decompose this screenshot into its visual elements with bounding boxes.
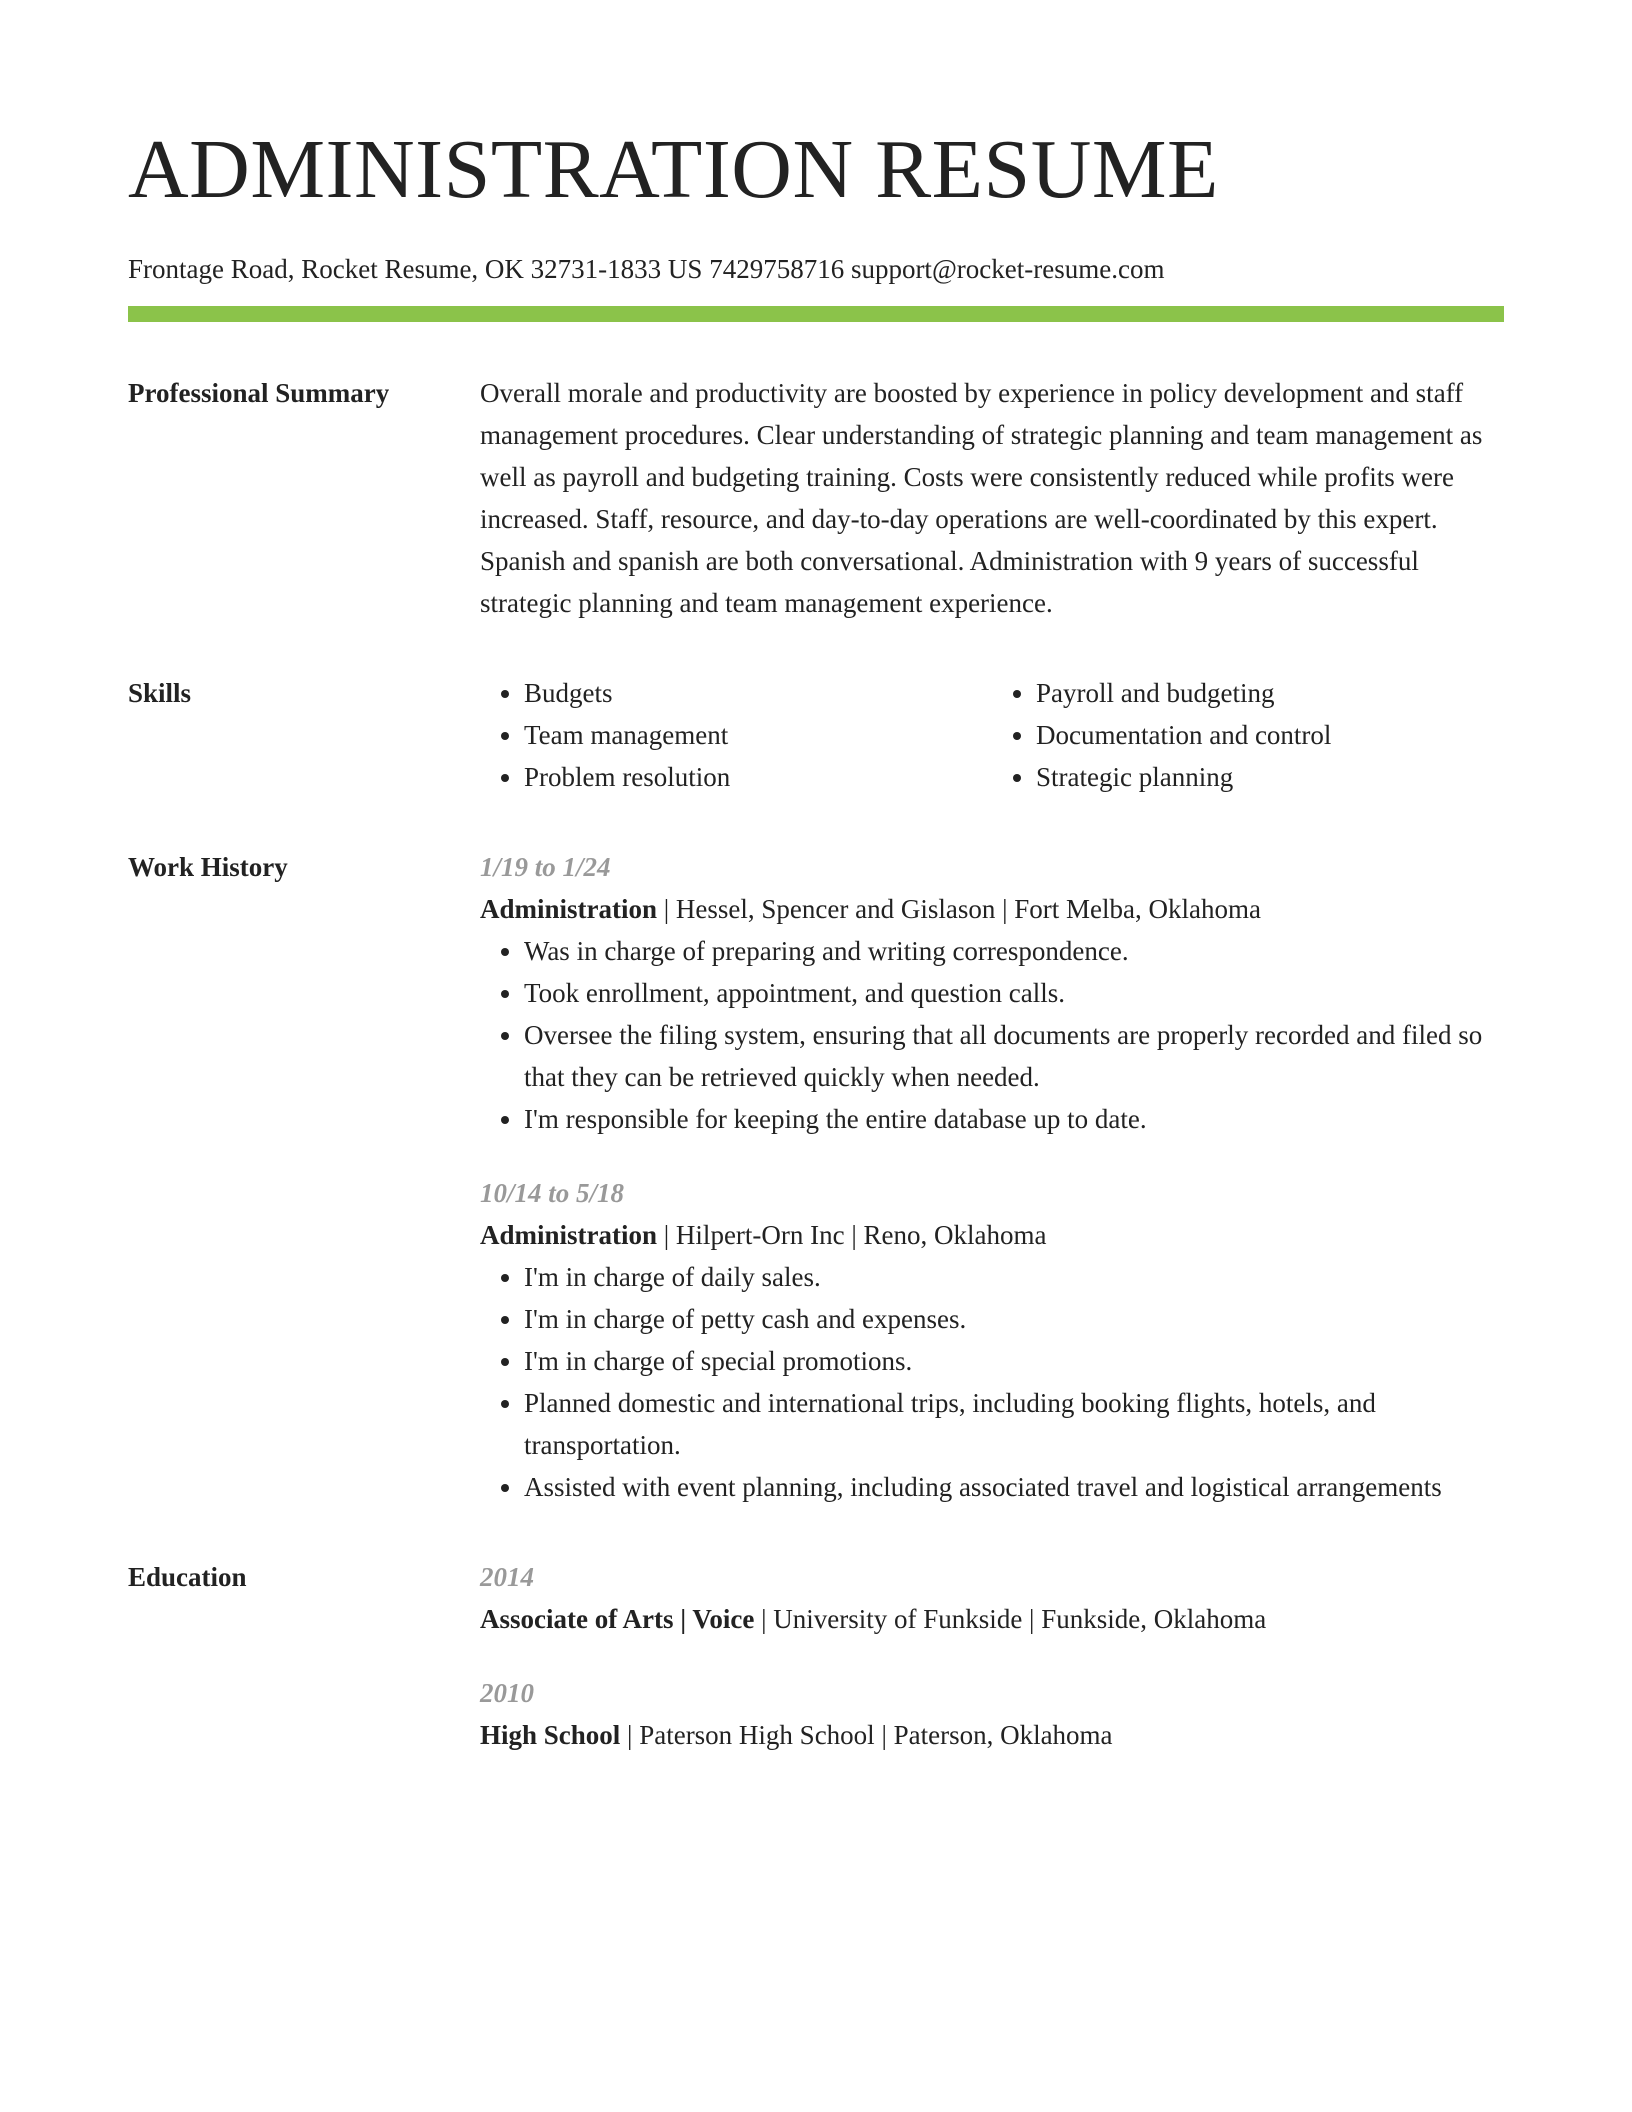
skill-item: • Documentation and control [1036,714,1504,756]
contact-phone: 7429758716 [709,254,845,284]
education-degree: Associate of Arts | Voice [480,1604,755,1634]
job-date: 10/14 to 5/18 [480,1178,625,1208]
skill-item: • Payroll and budgeting [1036,672,1504,714]
education-degree: High School [480,1720,621,1750]
job-bullet: • Assisted with event planning, including associated travel and logistical arrangements [524,1466,1504,1508]
summary-body [480,372,1504,624]
job-role: Administration [480,1220,658,1250]
work-history-label: Work History [128,852,288,882]
summary-label: Professional Summary [128,378,390,408]
education-entry [480,1556,1504,1640]
education-title-line [480,1714,1504,1756]
job-bullets [480,930,1504,1140]
education-body [480,1556,1504,1756]
job-title-line [480,888,1504,930]
job-bullet: • I'm in charge of special promotions. [524,1340,1504,1382]
contact-address: Frontage Road, Rocket Resume, OK 32731-1833 US [128,254,703,284]
job-bullet: • I'm in charge of daily sales. [524,1256,1504,1298]
job-bullet: • Took enrollment, appointment, and question calls. [524,972,1504,1014]
skill-item: • Team management [524,714,992,756]
skills-section [128,672,1504,798]
job-bullet: • Planned domestic and international trips, including booking flights, hotels, and transportation. [524,1382,1504,1466]
job-date: 1/19 to 1/24 [480,852,611,882]
education-entry [480,1672,1504,1756]
work-history-body [480,846,1504,1508]
job-role: Administration [480,894,658,924]
skills-column-left [480,672,992,798]
skills-label: Skills [128,678,192,708]
summary-section [128,372,1504,624]
job-bullet: • I'm in charge of petty cash and expenses. [524,1298,1504,1340]
job-title-line [480,1214,1504,1256]
resume-title: ADMINISTRATION RESUME [128,123,1219,216]
job-entry [480,1172,1504,1508]
job-bullet: • Oversee the filing system, ensuring that all documents are properly recorded and filed so that they can be retrieved quickly when needed. [524,1014,1504,1098]
work-history-section [128,846,1504,1508]
education-date: 2010 [480,1678,534,1708]
accent-divider [128,306,1504,322]
education-label: Education [128,1562,247,1592]
job-entry [480,846,1504,1140]
education-details: | University of Funkside | Funkside, Oklahoma [754,1604,1267,1634]
skills-grid [480,672,1504,798]
skill-item: • Budgets [524,672,992,714]
summary-text: Overall morale and productivity are boosted by experience in policy development and staff management procedures. Clear understanding of strategic planning and team management as well as payroll and budgeting training. Costs were consistently reduced while profits were increased. Staff, resource, and day-to-day operations are well-coordinated by this expert. Spanish and spanish are both conversational. Administration with 9 years of successful strategic planning and team management experience. [480,378,1483,618]
education-section [128,1556,1504,1756]
job-bullet: • I'm responsible for keeping the entire database up to date. [524,1098,1504,1140]
skills-body [480,672,1504,798]
job-bullets [480,1256,1504,1508]
job-details: | Hessel, Spencer and Gislason | Fort Melba, Oklahoma [657,894,1261,924]
skill-item: • Problem resolution [524,756,992,798]
skill-item: • Strategic planning [1036,756,1504,798]
education-title-line [480,1598,1504,1640]
job-bullet: • Was in charge of preparing and writing correspondence. [524,930,1504,972]
job-details: | Hilpert-Orn Inc | Reno, Oklahoma [657,1220,1047,1250]
education-date: 2014 [480,1562,534,1592]
contact-line [128,252,1504,286]
contact-email: support@rocket-resume.com [850,254,1165,284]
education-details: | Paterson High School | Paterson, Oklahoma [620,1720,1113,1750]
skills-column-right [992,672,1504,798]
